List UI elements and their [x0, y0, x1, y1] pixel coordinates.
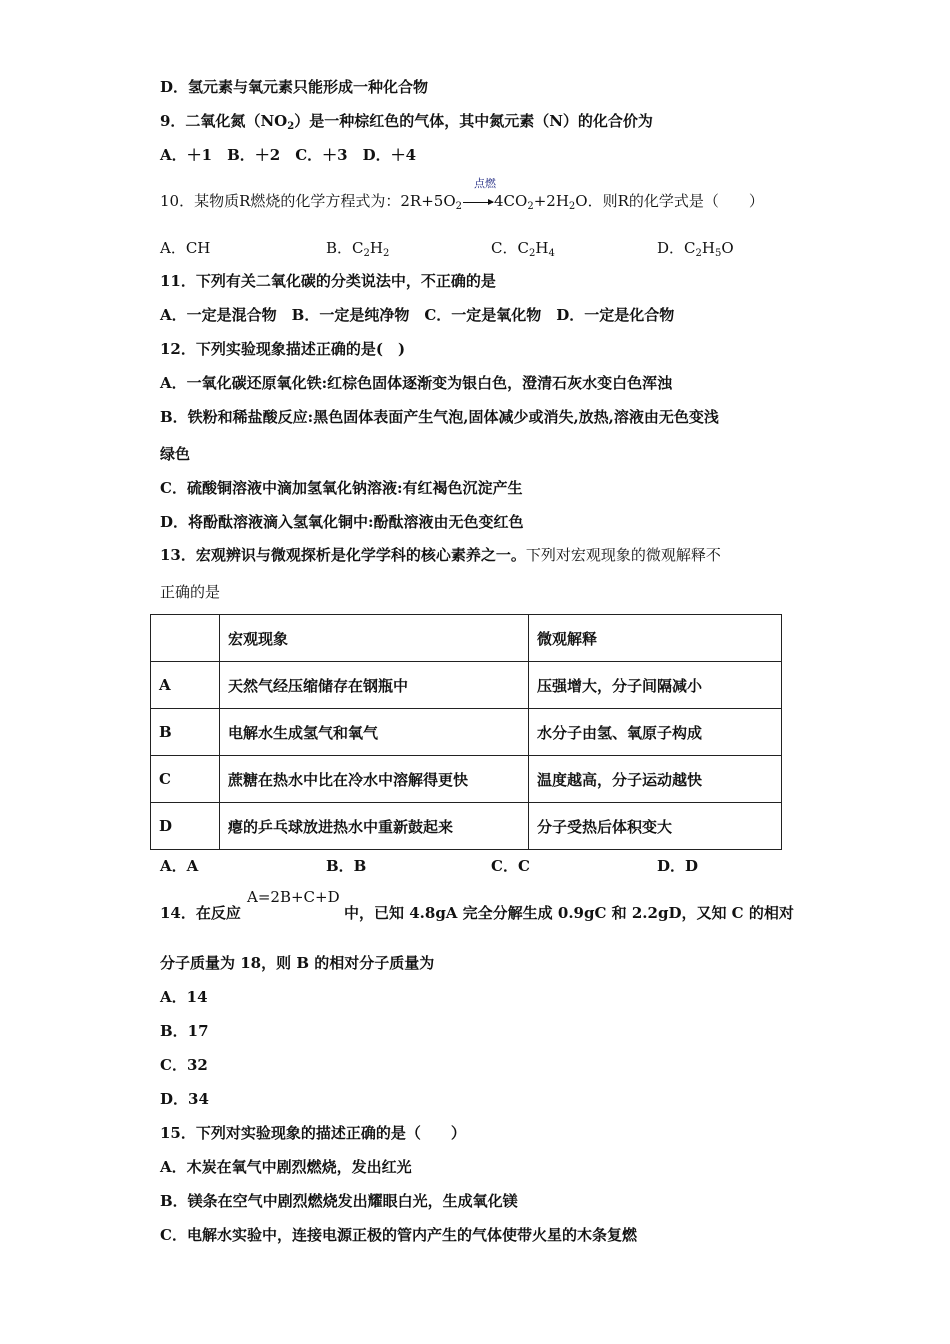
q15-option-b: B．镁条在空气中剧烈燃烧发出耀眼白光，生成氧化镁 — [160, 1192, 518, 1210]
q10-option-c-pre: C．C — [491, 239, 529, 257]
q9-stem-pre: 9．二氧化氮（NO — [160, 112, 288, 130]
row-explanation: 压强增大，分子间隔减小 — [529, 662, 782, 709]
row-explanation: 水分子由氢、氧原子构成 — [529, 709, 782, 756]
q14-stem-pre: 14．在反应 — [160, 904, 241, 922]
table-header-explanation: 微观解释 — [529, 615, 782, 662]
table-header-phenomenon: 宏观现象 — [220, 615, 529, 662]
q10-option-c-sub1: 2 — [528, 248, 536, 259]
q10-option-d-sub2: 5 — [714, 248, 722, 259]
q13-stem-line2: 正确的是 — [160, 583, 221, 601]
q10-option-b-pre: B．C — [326, 239, 364, 257]
q13-stem — [160, 545, 721, 565]
q12-option-b: B．铁粉和稀盐酸反应:黑色固体表面产生气泡,固体减少或消失,放热,溶液由无色变浅 — [160, 408, 719, 426]
row-label: A — [151, 662, 220, 709]
q10-reaction-arrow — [463, 202, 493, 203]
q11-stem: 11．下列有关二氧化碳的分类说法中，不正确的是 — [160, 272, 496, 290]
row-explanation: 分子受热后体积变大 — [529, 803, 782, 850]
table-row — [151, 803, 782, 850]
q10-option-b-sub2: 2 — [382, 248, 390, 259]
q10-option-d — [657, 238, 734, 264]
q10-option-c-mid: H — [535, 239, 549, 257]
q10-product-2: +2H — [533, 192, 569, 210]
table-row — [151, 756, 782, 803]
q10-reaction-condition: 点燃 — [474, 177, 496, 190]
row-explanation: 温度越高，分子运动越快 — [529, 756, 782, 803]
q9-stem-post: ）是一种棕红色的气体，其中氮元素（N）的化合价为 — [294, 112, 653, 130]
table-header-blank — [151, 615, 220, 662]
q8-option-d: D．氢元素与氧元素只能形成一种化合物 — [160, 78, 429, 96]
q9-stem — [160, 111, 653, 137]
row-phenomenon: 天然气经压缩储存在钢瓶中 — [220, 662, 529, 709]
q12-option-d: D．将酚酞溶液滴入氢氧化铜中:酚酞溶液由无色变红色 — [160, 513, 524, 531]
q9-options: A．＋1 B．＋2 C．＋3 D．＋4 — [160, 146, 417, 164]
q10-stem-pre: 10．某物质R燃烧的化学方程式为：2R+5O — [160, 192, 456, 210]
q13-stem-bold: 13．宏观辨识与微观探析是化学学科的核心素养之一。 — [160, 546, 526, 564]
q14-option-d: D．34 — [160, 1090, 209, 1108]
q14-option-b: B．17 — [160, 1022, 209, 1040]
q14-stem-line2: 分子质量为 18，则 B 的相对分子质量为 — [160, 954, 435, 972]
q10-option-d-mid: H — [701, 239, 715, 257]
q10-stem — [160, 191, 764, 217]
q10-sub-h2: 2 — [568, 201, 576, 212]
row-label: D — [151, 803, 220, 850]
q10-option-d-pre: D．C — [657, 239, 696, 257]
q13-option-b: B．B — [326, 857, 367, 875]
q15-option-c: C．电解水实验中，连接电源正极的管内产生的气体使带火星的木条复燃 — [160, 1226, 637, 1244]
q10-option-b-mid: H — [369, 239, 383, 257]
q13-option-a: A．A — [160, 857, 199, 875]
q12-option-a: A．一氧化碳还原氧化铁:红棕色固体逐渐变为银白色，澄清石灰水变白色浑浊 — [160, 374, 673, 392]
q15-option-a: A．木炭在氧气中剧烈燃烧，发出红光 — [160, 1158, 412, 1176]
q10-sub-o2: 2 — [455, 201, 463, 212]
q10-sub-co2: 2 — [527, 201, 534, 212]
q10-option-b — [326, 238, 389, 264]
q13-table — [150, 614, 782, 850]
q13-option-c: C．C — [491, 857, 530, 875]
row-phenomenon: 电解水生成氢气和氧气 — [220, 709, 529, 756]
q12-option-b-cont: 绿色 — [160, 445, 191, 463]
table-row — [151, 709, 782, 756]
q14-option-c: C．32 — [160, 1056, 208, 1074]
q10-option-d-sub1: 2 — [695, 248, 702, 259]
q12-stem: 12．下列实验现象描述正确的是( ) — [160, 340, 406, 358]
q10-option-d-post: O — [721, 239, 734, 257]
q10-product-1: 4CO — [494, 192, 528, 210]
row-phenomenon: 蔗糖在热水中比在冷水中溶解得更快 — [220, 756, 529, 803]
row-phenomenon: 瘪的乒乓球放进热水中重新鼓起来 — [220, 803, 529, 850]
q15-stem: 15．下列对实验现象的描述正确的是（ ） — [160, 1124, 466, 1142]
q14-option-a: A．14 — [160, 988, 208, 1006]
q10-option-b-sub1: 2 — [363, 248, 370, 259]
q11-options: A．一定是混合物 B．一定是纯净物 C．一定是氧化物 D．一定是化合物 — [160, 306, 675, 324]
q14-formula: A=2B+C+D — [247, 888, 340, 906]
q10-option-c — [491, 238, 555, 264]
table-row — [151, 662, 782, 709]
q9-stem-sub: 2 — [287, 121, 295, 132]
q10-stem-post: O．则R的化学式是（ ） — [575, 192, 764, 210]
q10-option-a: A．CH — [160, 239, 211, 257]
q12-option-c: C．硫酸铜溶液中滴加氢氧化钠溶液:有红褐色沉淀产生 — [160, 479, 523, 497]
q10-option-c-sub2: 4 — [548, 248, 555, 259]
table-header-row — [151, 615, 782, 662]
row-label: C — [151, 756, 220, 803]
q13-option-d: D．D — [657, 857, 699, 875]
q13-stem-normal: 下列对宏观现象的微观解释不 — [525, 546, 721, 564]
q14-stem-post: 中，已知 4.8gA 完全分解生成 0.9gC 和 2.2gD，又知 C 的相对 — [344, 904, 794, 922]
row-label: B — [151, 709, 220, 756]
